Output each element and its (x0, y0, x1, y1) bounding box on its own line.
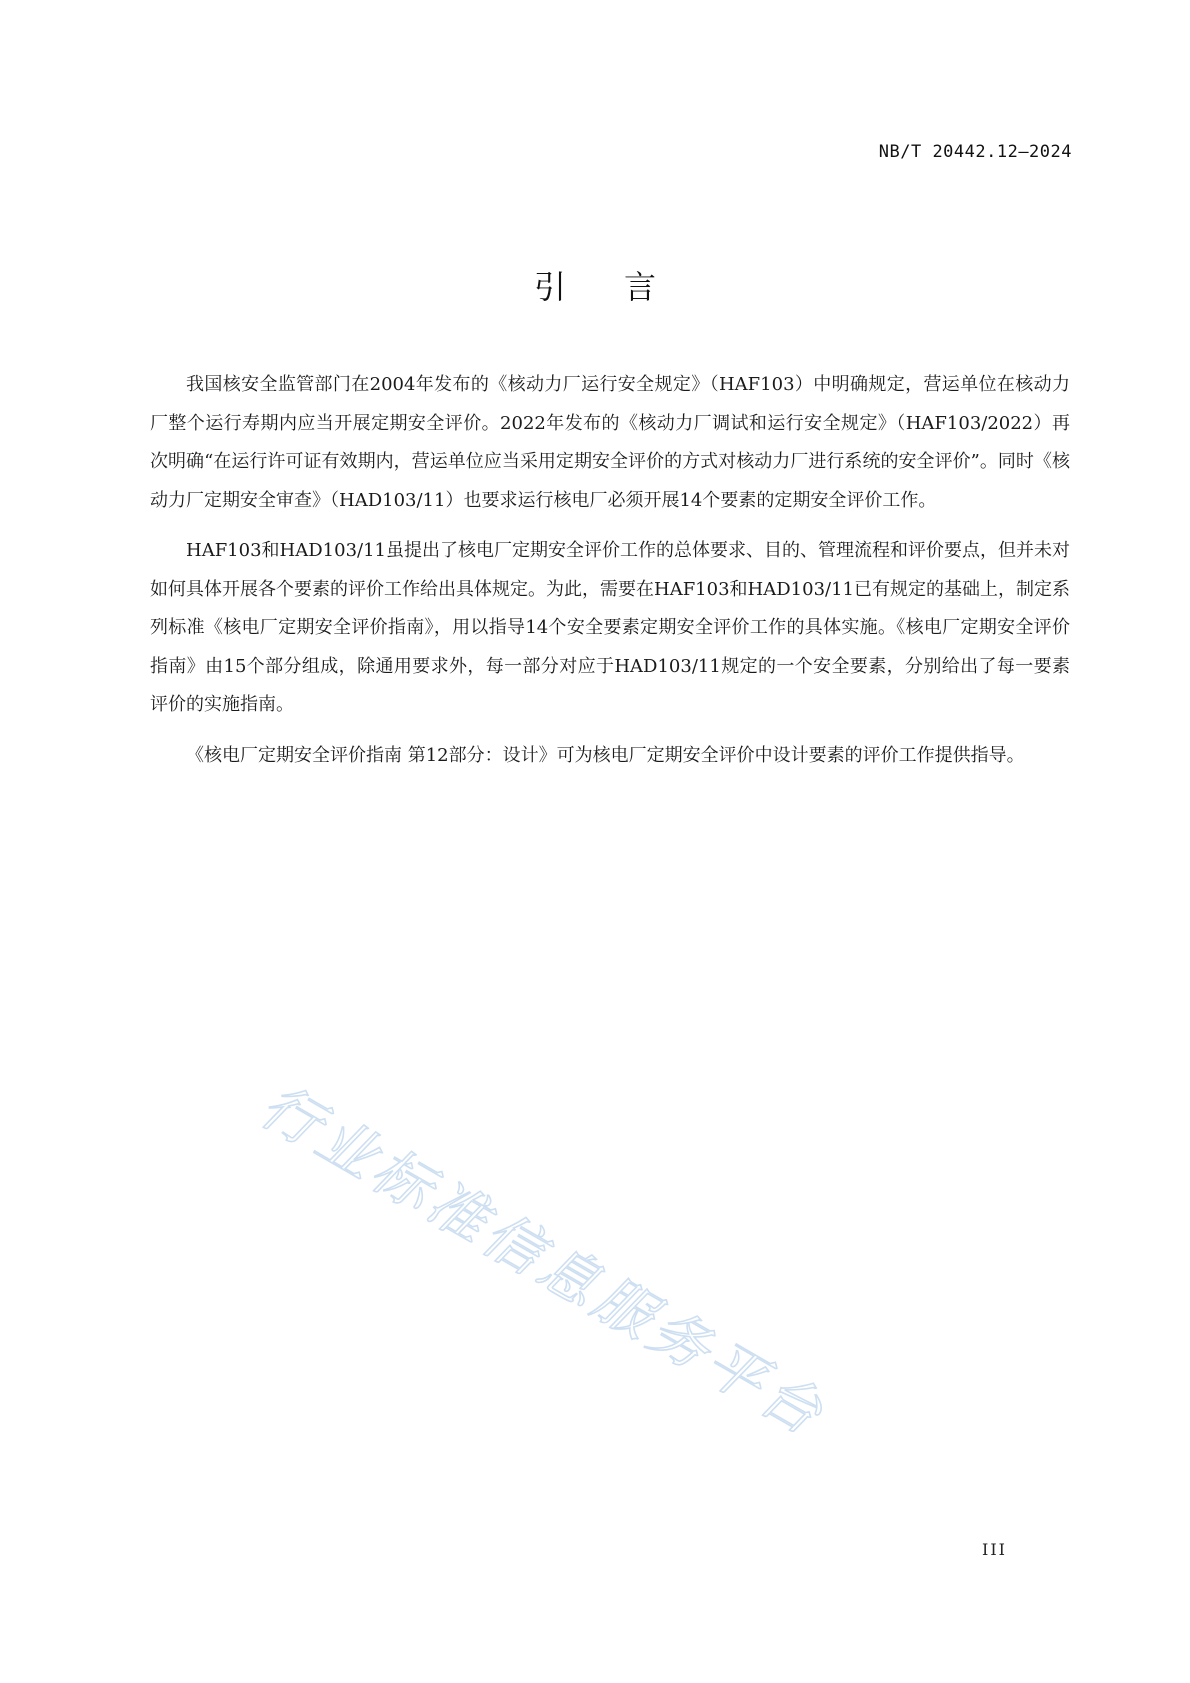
paragraph-1: 我国核安全监管部门在2004年发布的《核动力厂运行安全规定》（HAF103）中明确规定，营运单位在核动力厂整个运行寿期内应当开展定期安全评价。2022年发布的《核动力厂调试和运行安全规定》（HAF103/2022）再次明确“在运行许可证有效期内，营运单位应当采用定期安全评价的方式对核动力厂进行系统的安全评价”。同时《核动力厂定期安全审查》（HAD103/11）也要求运行核电厂必须开展14个要素的定期安全评价工作。 (150, 374, 1070, 511)
paragraph-2: HAF103和HAD103/11虽提出了核电厂定期安全评价工作的总体要求、目的、管理流程和评价要点，但并未对如何具体开展各个要素的评价工作给出具体规定。为此，需要在HAF103和HAD103/11已有规定的基础上，制定系列标准《核电厂定期安全评价指南》，用以指导14个安全要素定期安全评价工作的具体实施。《核电厂定期安全评价指南》由15个部分组成，除通用要求外，每一部分对应于HAD103/11规定的一个安全要素，分别给出了每一要素评价的实施指南。 (150, 540, 1070, 715)
watermark: 行业标准信息服务平台 (249, 1071, 838, 1451)
paragraph-3: 《核电厂定期安全评价指南 第12部分：设计》可为核电厂定期安全评价中设计要素的评价工作提供指导。 (186, 744, 1025, 766)
page-number: III (982, 1540, 1007, 1559)
page-title: 引言 (533, 268, 714, 306)
standard-code: NB/T 20442.12—2024 (878, 142, 1072, 162)
introduction-body (150, 366, 1070, 787)
